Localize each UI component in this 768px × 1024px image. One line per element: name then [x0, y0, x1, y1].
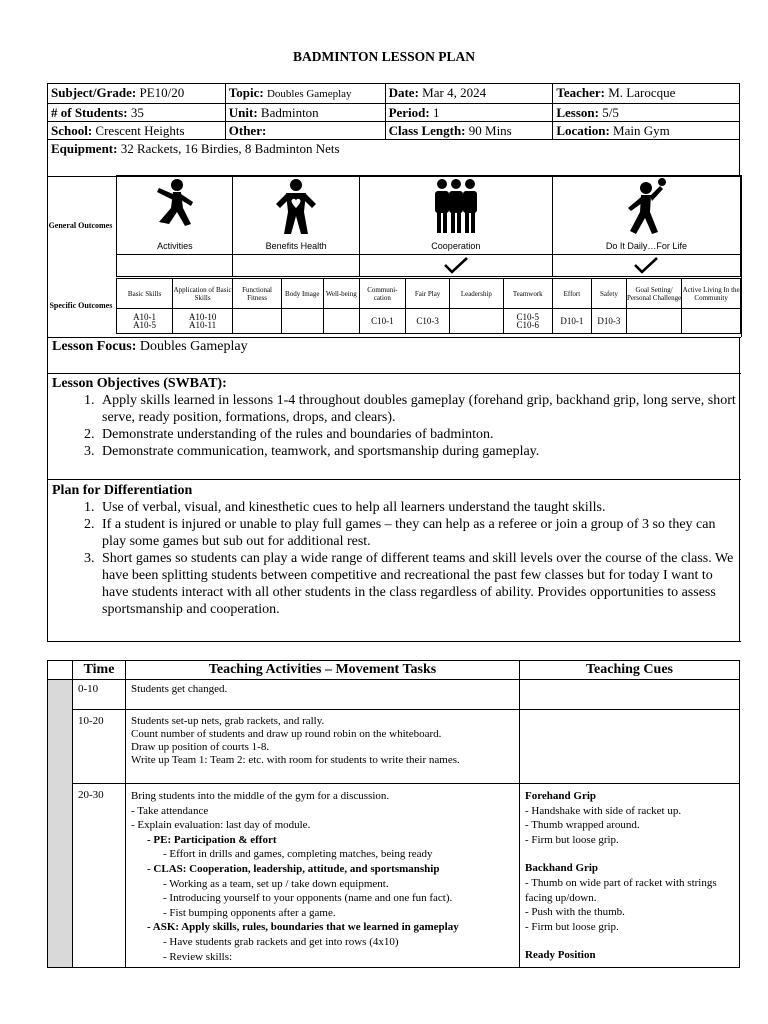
specific-outcome-header: Communi-cation: [359, 279, 405, 309]
time-cell: 10-20: [73, 710, 126, 784]
general-outcome-label: Do It Daily…For Life: [605, 241, 687, 251]
time-cell: 20-30: [73, 784, 126, 968]
teacher-cell: [553, 84, 740, 104]
outcome-code-cell: [281, 309, 323, 334]
specific-outcome-header: Active Living In the Community: [682, 279, 741, 309]
outcome-code-cell: A10-10 A10-11: [172, 309, 233, 334]
subject-label: Subject/Grade:: [51, 85, 137, 100]
school-value: Crescent Heights: [95, 123, 185, 138]
specific-outcome-header: Leadership: [450, 279, 503, 309]
benefits-health-check-cell: [233, 255, 359, 277]
lesson-focus-label: Lesson Focus:: [52, 339, 137, 354]
general-outcome-benefits-health: [233, 176, 359, 255]
period-value: 1: [432, 105, 440, 120]
teacher-value: M. Larocque: [608, 85, 676, 100]
objective-item: 2. Demonstrate understanding of the rules and boundaries of badminton.: [98, 426, 739, 443]
lesson-objectives-section: [47, 374, 740, 480]
cue-line: - Handshake with side of racket up.: [525, 804, 682, 817]
students-label: # of Students:: [51, 105, 128, 120]
topic-label: Topic:: [228, 85, 264, 100]
lesson-label: Lesson:: [556, 105, 599, 120]
task-line: - Fist bumping opponents after a game.: [163, 906, 336, 919]
lesson-objectives-heading: Lesson Objectives (SWBAT):: [52, 376, 227, 391]
specific-outcome-header: Goal Setting/ Personal Challenge: [626, 279, 681, 309]
topic-cell: [225, 84, 385, 104]
differentiation-section: [47, 480, 740, 642]
group-figures-icon: [432, 178, 480, 238]
lesson-focus-section: [47, 338, 740, 373]
cues-cell: [520, 680, 740, 710]
outcome-code-cell: [233, 309, 281, 334]
location-label: Location:: [556, 123, 610, 138]
cue-heading: Backhand Grip: [525, 862, 599, 875]
task-line: - PE: Participation & effort: [147, 833, 277, 846]
cue-line: - Thumb on wide part of racket with strings facing up/down.: [525, 876, 717, 904]
task-line: - Working as a team, set up / take down equipment.: [163, 877, 389, 890]
specific-outcome-header: Safety: [591, 279, 626, 309]
divider: [47, 641, 741, 642]
cue-line: - Push with the thumb.: [525, 906, 625, 919]
throwing-figure-icon: [622, 178, 670, 238]
general-outcome-cooperation: [359, 176, 552, 255]
tasks-header: Teaching Activities – Movement Tasks: [126, 661, 520, 680]
date-label: Date:: [388, 85, 419, 100]
time-cell: 0-10: [73, 680, 126, 710]
task-line: Students set-up nets, grab rackets, and rally.: [131, 715, 325, 727]
cue-spacer: [525, 934, 734, 948]
specific-outcome-header: Effort: [552, 279, 591, 309]
lesson-value: 5/5: [602, 105, 619, 120]
checkmark-icon: [633, 256, 659, 274]
period-cell: [385, 104, 553, 122]
task-line: - Introducing yourself to your opponents (name and one fun fact).: [163, 892, 453, 905]
cue-line: - Thumb wrapped around.: [525, 819, 640, 832]
objectives-list: [52, 392, 739, 460]
unit-cell: [225, 104, 385, 122]
date-value: Mar 4, 2024: [422, 85, 487, 100]
lesson-info-table: [47, 83, 740, 177]
equipment-value: 32 Rackets, 16 Birdies, 8 Badminton Nets: [120, 141, 340, 156]
running-figure-icon: [151, 178, 199, 238]
specific-outcomes-label: Specific Outcomes: [49, 301, 113, 310]
time-header: Time: [73, 661, 126, 680]
outcome-code-cell: [450, 309, 503, 334]
other-cell: [225, 122, 385, 140]
shaded-column: [48, 680, 73, 968]
cue-heading: Ready Position: [525, 949, 596, 962]
outcome-code-cell: C10-1: [359, 309, 405, 334]
school-label: School:: [51, 123, 93, 138]
cooperation-check-cell: [359, 255, 552, 277]
differentiation-item: 3. Short games so students can play a wide range of different teams and skill levels over the course of the class. We have been splitting students between competitive and recreational the past few classes but for today I want to have students interact with all other students in the class regardless of ability. Provides opportunities to assess sportsmanship and cooperation.: [98, 550, 739, 618]
students-value: 35: [130, 105, 144, 120]
task-line: Bring students into the middle of the gym for a discussion.: [131, 790, 390, 802]
outcomes-section: [47, 175, 742, 337]
specific-outcome-header: Fair Play: [405, 279, 449, 309]
differentiation-item: 2. If a student is injured or unable to play full games – they can help as a referee or join a group of 3 so they can play some games but sub out for additional rest.: [98, 516, 739, 550]
objective-item: 3. Demonstrate communication, teamwork, and sportsmanship during gameplay.: [98, 443, 739, 460]
date-cell: [385, 84, 553, 104]
general-outcome-label: Benefits Health: [265, 241, 327, 251]
teacher-label: Teacher:: [556, 85, 605, 100]
task-line: Students get changed.: [131, 683, 228, 695]
lesson-focus-value: Doubles Gameplay: [139, 339, 248, 354]
equipment-cell: [48, 140, 740, 177]
task-line: - Have students grab rackets and get into rows (4x10): [163, 935, 399, 948]
outcomes-table: [48, 175, 741, 334]
general-outcome-label: Cooperation: [431, 241, 481, 251]
general-outcome-label: Activities: [157, 241, 193, 251]
specific-outcome-header: Teamwork: [503, 279, 552, 309]
cue-spacer: [525, 847, 734, 861]
activities-check-cell: [117, 255, 233, 277]
task-line: Count number of students and draw up round robin on the whiteboard.: [131, 728, 442, 740]
activity-header-blank: [48, 661, 73, 680]
specific-outcome-header: Application of Basic Skills: [172, 279, 233, 309]
students-cell: [48, 104, 226, 122]
outcome-code-cell: D10-3: [591, 309, 626, 334]
cue-line: - Firm but loose grip.: [525, 833, 619, 846]
task-line: Write up Team 1: Team 2: etc. with room for students to write their names.: [131, 754, 460, 766]
differentiation-list: [52, 499, 739, 618]
school-cell: [48, 122, 226, 140]
specific-outcome-header: Body Image: [281, 279, 323, 309]
lesson-cell: [553, 104, 740, 122]
general-outcome-do-it-daily: [552, 176, 740, 255]
unit-label: Unit:: [228, 105, 258, 120]
subject-cell: [48, 84, 226, 104]
task-line: - CLAS: Cooperation, leadership, attitude, and sportsmanship: [147, 862, 440, 875]
specific-outcome-header: Basic Skills: [117, 279, 172, 309]
cues-header: Teaching Cues: [520, 661, 740, 680]
subject-value: PE10/20: [139, 85, 185, 100]
outcome-code-cell: C10-5 C10-6: [503, 309, 552, 334]
cue-line: - Firm but loose grip.: [525, 920, 619, 933]
length-value: 90 Mins: [468, 123, 512, 138]
task-line: - Explain evaluation: last day of module.: [131, 819, 311, 832]
tasks-cell: [126, 680, 520, 710]
topic-value: Doubles Gameplay: [266, 88, 352, 100]
page-title: BADMINTON LESSON PLAN: [292, 49, 476, 64]
checkmark-icon: [443, 256, 469, 274]
other-label: Other:: [228, 123, 267, 138]
objective-item: 1. Apply skills learned in lessons 1-4 throughout doubles gameplay (forehand grip, backhand grip, long serve, short serve, ready position, formations, drops, and clears).: [98, 392, 739, 426]
period-label: Period:: [388, 105, 430, 120]
unit-value: Badminton: [260, 105, 319, 120]
do-it-daily-check-cell: [552, 255, 740, 277]
cue-heading: Forehand Grip: [525, 790, 597, 802]
task-line: - Effort in drills and games, completing matches, being ready: [163, 848, 433, 861]
length-label: Class Length:: [388, 123, 466, 138]
location-value: Main Gym: [613, 123, 670, 138]
location-cell: [553, 122, 740, 140]
specific-outcome-header: Functional Fitness: [233, 279, 281, 309]
outcome-code-cell: [682, 309, 741, 334]
differentiation-item: 1. Use of verbal, visual, and kinesthetic cues to help all learners understand the taught skills.: [98, 499, 739, 516]
length-cell: [385, 122, 553, 140]
outcome-code-cell: C10-3: [405, 309, 449, 334]
cues-cell: [520, 784, 740, 968]
cues-cell: [520, 710, 740, 784]
tasks-cell: [126, 710, 520, 784]
task-line: - ASK: Apply skills, rules, boundaries that we learned in gameplay: [147, 921, 459, 934]
specific-outcome-header: Well-being: [323, 279, 359, 309]
outcome-code-cell: A10-1 A10-5: [117, 309, 172, 334]
task-line: - Review skills:: [163, 950, 233, 963]
equipment-label: Equipment:: [51, 141, 118, 156]
heart-figure-icon: [272, 178, 320, 238]
outcome-code-cell: [626, 309, 681, 334]
general-outcome-activities: [117, 176, 233, 255]
task-line: Draw up position of courts 1-8.: [131, 741, 270, 753]
task-line: - Take attendance: [131, 804, 209, 817]
outcome-code-cell: D10-1: [552, 309, 591, 334]
general-outcomes-label: General Outcomes: [48, 221, 113, 230]
differentiation-heading: Plan for Differentiation: [52, 483, 193, 498]
outcome-code-cell: [323, 309, 359, 334]
tasks-cell: [126, 784, 520, 968]
activity-table: [47, 660, 740, 968]
